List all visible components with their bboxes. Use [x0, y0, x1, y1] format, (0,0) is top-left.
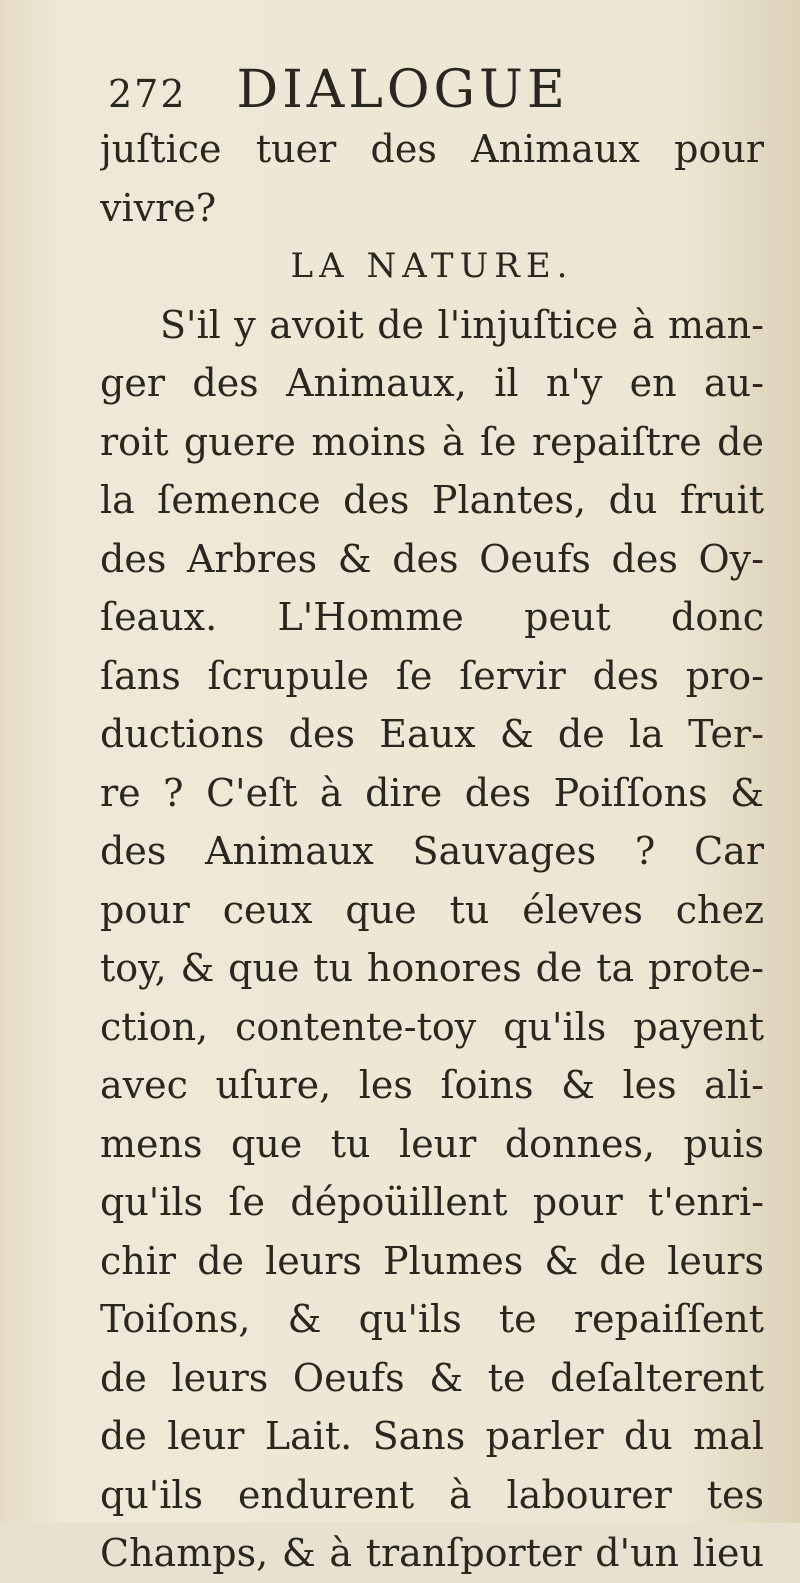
text-line: qu'ils ſe dépoüillent pour t'enri- — [100, 1180, 764, 1224]
text-line: de leurs Oeufs & te deſalterent — [100, 1355, 764, 1400]
text-line: des Arbres & des Oeufs des Oy- — [100, 536, 764, 581]
running-head: DIALOGUE — [236, 60, 569, 120]
text-line: pour ceux que tu éleves chez — [100, 887, 764, 932]
text-line: ction, contente-toy qu'ils payent — [100, 1004, 764, 1049]
text-line: la ſemence des Plantes, du fruit — [100, 478, 764, 522]
text-line: ductions des Eaux & de la Ter- — [100, 712, 764, 756]
text-line: ger des Animaux, il n'y en au- — [100, 361, 764, 405]
text-line: Champs, & à tranſporter d'un lieu — [100, 1531, 764, 1575]
text-line: chir de leurs Plumes & de leurs — [100, 1238, 764, 1283]
text-line: des Animaux Sauvages ? Car — [100, 829, 764, 873]
text-line: de leur Lait. Sans parler du mal — [100, 1414, 764, 1458]
text-line: juſtice tuer des Animaux pour — [100, 127, 764, 171]
text-line: qu'ils endurent à labourer tes — [100, 1472, 764, 1517]
text-line: Toiſons, & qu'ils te repaiſſent — [100, 1297, 764, 1341]
text-line: vivre? — [100, 185, 217, 230]
text-line: ſans ſcrupule ſe ſervir des pro- — [100, 653, 764, 698]
text-line: toy, & que tu honores de ta prote- — [100, 946, 764, 990]
text-line: ſeaux. L'Homme peut donc — [100, 595, 764, 639]
text-line: re ? C'eſt à dire des Poiſſons & — [100, 770, 764, 815]
text-line: avec uſure, les ſoins & les ali- — [100, 1063, 764, 1107]
text-line: roit guere moins à ſe repaiſtre de — [100, 419, 764, 464]
page-number: 272 — [108, 72, 187, 116]
speaker-heading: LA NATURE. — [290, 246, 574, 286]
text-line: mens que tu leur donnes, puis — [100, 1121, 764, 1166]
text-line: S'il y avoit de l'injuſtice à man- — [160, 302, 764, 347]
body-text — [100, 120, 764, 1583]
